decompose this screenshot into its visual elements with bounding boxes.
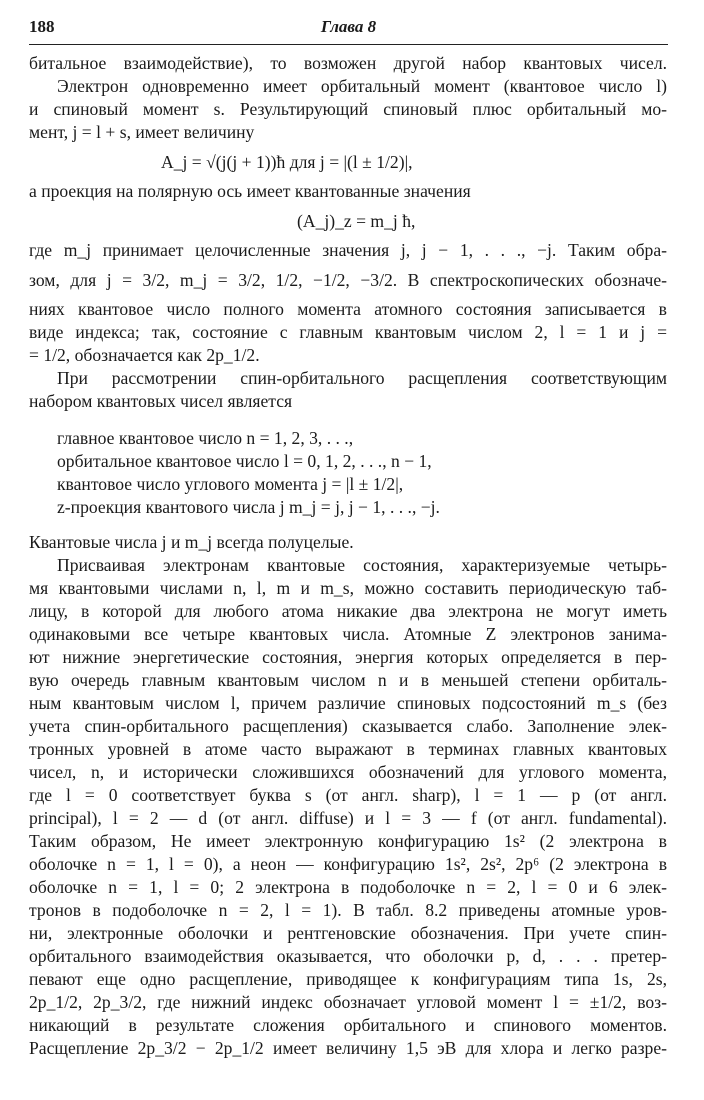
text-line: principal), l = 2 — d (от англ. diffuse) и l = 3 — f (от англ. fundamental). [29, 808, 667, 828]
text-line: лицу, в которой для любого атома никакие два электрона не могут иметь [29, 601, 667, 621]
list-item: квантовое число углового момента j = |l ± 1/2|, [57, 474, 404, 494]
header-rule [29, 44, 668, 45]
text-line: тронов в подоболочке n = 2, l = 1). В табл. 8.2 приведены атомные уров- [29, 900, 667, 920]
text-line: тронных уровней в атоме часто выражают в терминах главных квантовых [29, 739, 667, 759]
text-line: Расщепление 2p_3/2 − 2p_1/2 имеет величину 1,5 эВ для хлора и легко разре- [29, 1038, 667, 1058]
text-line: ниях квантовое число полного момента атомного состояния записывается в [29, 299, 667, 319]
page-header [29, 17, 668, 41]
list-item: орбитальное квантовое число l = 0, 1, 2, . . ., n − 1, [57, 451, 432, 471]
text-line: где l = 0 соответствует буква s (от англ. sharp), l = 1 — p (от англ. [29, 785, 667, 805]
text-line: оболочке n = 1, l = 0; 2 электрона в подоболочке n = 2, l = 0 и 6 элек- [29, 877, 667, 897]
text-line: битальное взаимодействие), то возможен другой набор квантовых чисел. [29, 53, 667, 73]
text-line: = 1/2, обозначается как 2p_1/2. [29, 345, 260, 365]
text-line: учета спин-орбитального расщепления) сказывается слабо. Заполнение элек- [29, 716, 667, 736]
text-line: чисел, n, и исторически сложившихся обозначений для углового момента, [29, 762, 667, 782]
text-line: ным квантовым числом l, причем различие спиновых подсостояний m_s (без [29, 693, 667, 713]
text-line: зом, для j = 3/2, m_j = 3/2, 1/2, −1/2, −3/2. В спектроскопических обозначе- [29, 270, 667, 290]
page-body [29, 52, 667, 1060]
page-number: 188 [29, 17, 55, 36]
text-line: а проекция на полярную ось имеет квантованные значения [29, 181, 471, 201]
text-line: певают еще одно расщепление, приводящее к конфигурациям типа 1s, 2s, [29, 969, 667, 989]
text-line: набором квантовых чисел является [29, 391, 293, 411]
text-line: ни, электронные оболочки и рентгеновские обозначения. При учете спин- [29, 923, 667, 943]
text-line: Таким образом, He имеет электронную конфигурацию 1s² (2 электрона в [29, 831, 667, 851]
text-line: 2p_1/2, 2p_3/2, где нижний индекс обозначает угловой момент l = ±1/2, воз- [29, 992, 667, 1012]
spacer [29, 413, 667, 427]
list-item: z-проекция квантового числа j m_j = j, j − 1, . . ., −j. [57, 497, 440, 517]
formula-projection: (A_j)_z = m_j ħ, [297, 211, 416, 231]
text-line: ют нижние энергетические состояния, энергия которых определяется в пер- [29, 647, 667, 667]
text-line: орбитального взаимодействия оказывается, что оболочки p, d, . . . претер- [29, 946, 667, 966]
text-line: мент, j = l + s, имеет величину [29, 122, 255, 142]
text-line: где m_j принимает целочисленные значения j, j − 1, . . ., −j. Таким обра- [29, 240, 667, 260]
text-line: При рассмотрении спин-орбитального расщепления соответствующим [57, 368, 667, 388]
spacer [29, 519, 667, 531]
formula-momentum: A_j = √(j(j + 1))ħ для j = |(l ± 1/2)|, [161, 152, 413, 172]
text-line: оболочке n = 1, l = 0), а неон — конфигурацию 1s², 2s², 2p⁶ (2 электрона в [29, 854, 667, 874]
text-line: и спиновый момент s. Результирующий спиновый плюс орбитальный мо- [29, 99, 667, 119]
text-line: мя квантовыми числами n, l, m и m_s, можно составить периодическую таб- [29, 578, 667, 598]
text-line: Присваивая электронам квантовые состояния, характеризуемые четырь- [57, 555, 667, 575]
text-line: одинаковыми все четыре квантовых числа. Атомные Z электронов занима- [29, 624, 667, 644]
chapter-title: Глава 8 [320, 17, 377, 36]
text-line: виде индекса; так, состояние с главным квантовым числом 2, l = 1 и j = [29, 322, 667, 342]
text-line: Электрон одновременно имеет орбитальный момент (квантовое число l) [57, 76, 667, 96]
text-line: вую очередь главным квантовым числом n и в меньшей степени орбиталь- [29, 670, 667, 690]
text-line: Квантовые числа j и m_j всегда полуцелые. [29, 532, 354, 552]
list-item: главное квантовое число n = 1, 2, 3, . . ., [57, 428, 354, 448]
text-line: никающий в результате сложения орбитального и спинового моментов. [29, 1015, 667, 1035]
